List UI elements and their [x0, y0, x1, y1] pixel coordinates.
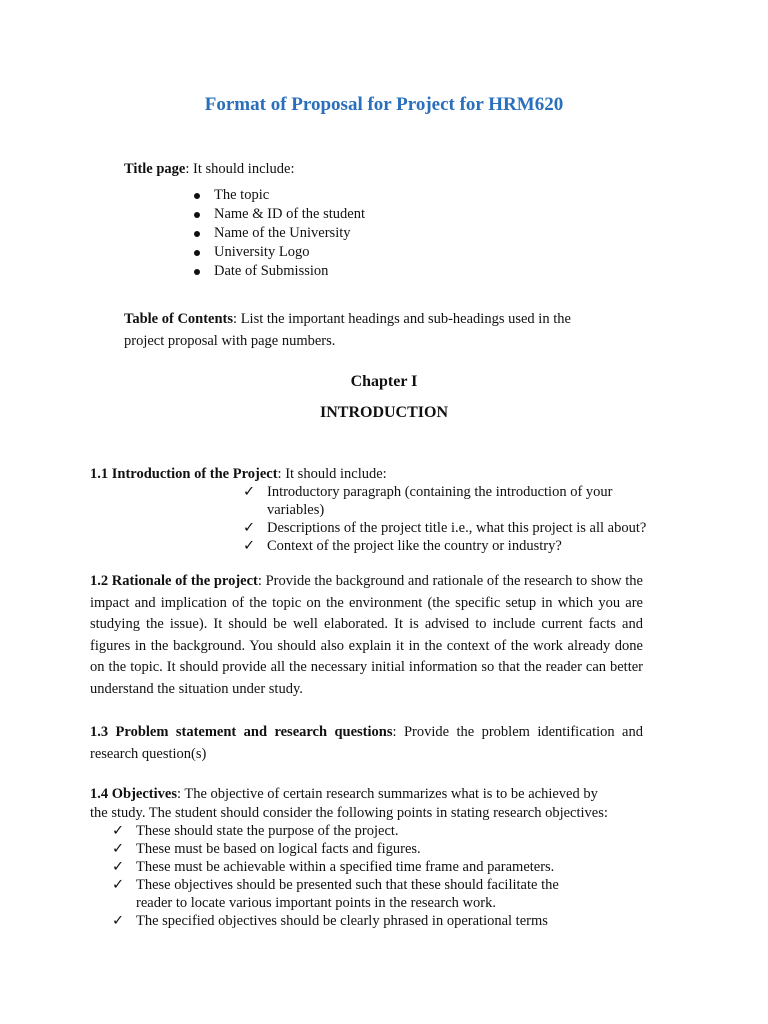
list-item — [136, 894, 559, 912]
list-item — [243, 519, 647, 537]
list-item — [112, 822, 559, 840]
toc-text-line1: : List the important headings and sub-headings used in the — [233, 311, 571, 327]
checkmark-icon: ✓ — [112, 823, 125, 839]
list-item: Date of Submission — [193, 262, 365, 281]
checkmark-icon: ✓ — [243, 484, 256, 500]
checkmark-icon: ✓ — [243, 538, 256, 554]
chapter-name: INTRODUCTION — [319, 404, 448, 421]
checkmark-icon: ✓ — [112, 877, 125, 893]
section-1-1-text: : It should include: — [277, 466, 387, 482]
list-item-text: Descriptions of the project title i.e., what this project is all about? — [267, 520, 647, 536]
title-page-list — [193, 186, 365, 281]
list-item-text: These must be based on logical facts and figures. — [136, 841, 421, 857]
section-1-3-text: : Provide the problem identification and research question(s) — [90, 724, 643, 762]
list-item — [112, 840, 559, 858]
list-item-text: reader to locate various important points in the research work. — [136, 895, 496, 911]
checkmark-icon: ✓ — [112, 841, 125, 857]
list-item-text: These should state the purpose of the project. — [136, 823, 399, 839]
toc-label: Table of Contents — [124, 311, 234, 327]
toc-text-line2: project proposal with page numbers. — [124, 333, 336, 349]
checkmark-icon: ✓ — [112, 913, 125, 929]
list-item — [112, 876, 559, 894]
title-page-label: Title page — [124, 161, 186, 177]
checkmark-icon: ✓ — [112, 859, 125, 875]
section-1-2-label: 1.2 Rationale of the project — [90, 573, 258, 589]
list-item — [267, 501, 646, 519]
list-item-text: Context of the project like the country or industry? — [267, 538, 562, 554]
list-item — [112, 912, 559, 930]
checkmark-icon: ✓ — [243, 520, 256, 536]
list-item: Name of the University — [193, 224, 365, 243]
section-1-1-list — [243, 483, 647, 555]
section-1-4-heading — [90, 785, 598, 803]
section-1-1-label: 1.1 Introduction of the Project — [90, 466, 278, 482]
chapter-number: Chapter I — [350, 373, 418, 390]
section-1-4-label: 1.4 Objectives — [90, 786, 177, 802]
list-item-text: These must be achievable within a specified time frame and parameters. — [136, 859, 555, 875]
list-item — [112, 858, 559, 876]
document-title: Format of Proposal for Project for HRM620 — [204, 94, 564, 115]
list-item-text: variables) — [267, 502, 325, 518]
section-1-1-heading — [90, 465, 387, 483]
section-1-4-text-line2: the study. The student should consider the following points in stating research objectives: — [90, 805, 608, 821]
section-1-2-text: : Provide the background and rationale of the research to show the impact and implication of the topic on the environment (the specific setup in which you are studying the issue). It should be well elaborated. It is advised to include current facts and figures in the background. You should also explain it in the context of the work already done on the topic. It should provide all the necessary initial information so that the reader can better understand the situation under study. — [90, 573, 643, 697]
list-item-text: The specified objectives should be clearly phrased in operational terms — [136, 913, 548, 929]
section-1-3-paragraph — [90, 722, 643, 765]
list-item: University Logo — [193, 243, 365, 262]
title-page-intro — [124, 160, 295, 178]
list-item — [243, 483, 646, 501]
list-item-text: Introductory paragraph (containing the introduction of your — [267, 484, 613, 500]
toc-paragraph — [124, 310, 571, 328]
list-item: The topic — [193, 186, 365, 205]
list-item — [243, 537, 646, 555]
section-1-4-list — [112, 822, 559, 930]
section-1-4-text-line1: : The objective of certain research summarizes what is to be achieved by — [176, 786, 598, 802]
title-page-text: : It should include: — [185, 161, 295, 177]
section-1-2-paragraph — [90, 571, 643, 700]
list-item: Name & ID of the student — [193, 205, 365, 224]
section-1-3-label: 1.3 Problem statement and research questions — [90, 724, 393, 740]
list-item-text: These objectives should be presented such that these should facilitate the — [136, 877, 559, 893]
